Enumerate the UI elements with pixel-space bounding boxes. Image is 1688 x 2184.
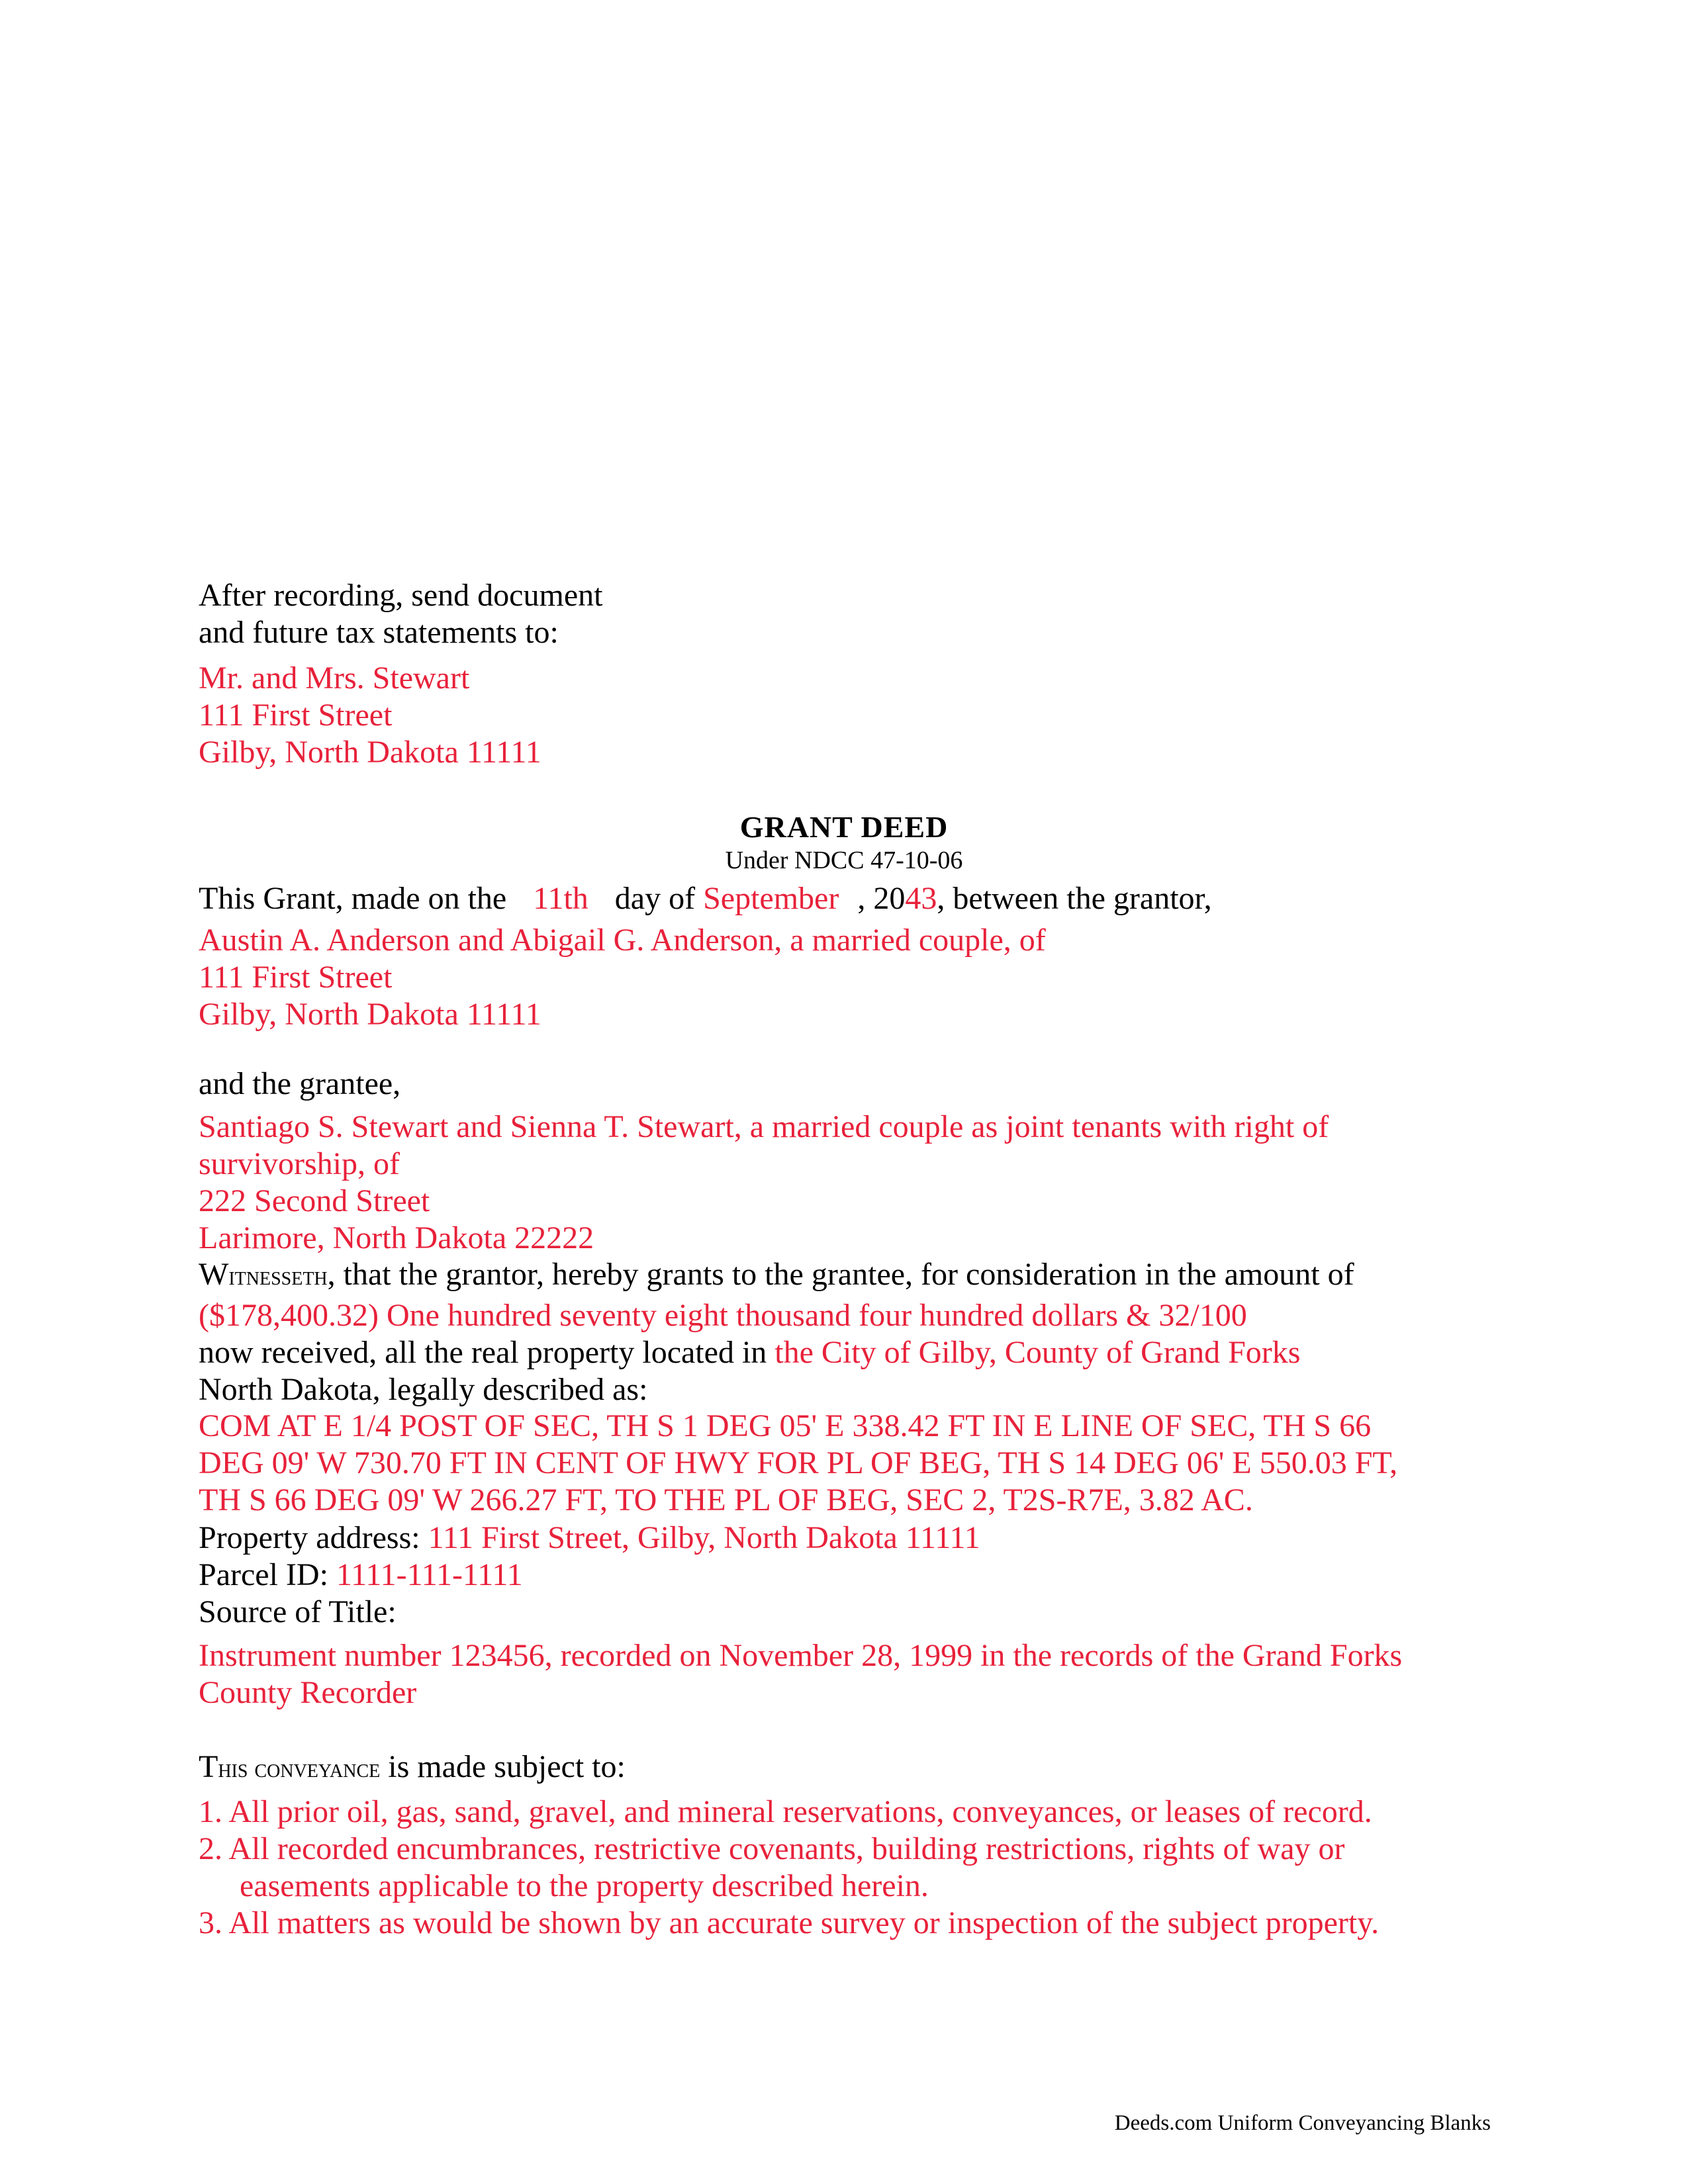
conveyance-word: his conveyance bbox=[218, 1753, 381, 1783]
grantee-block bbox=[199, 1109, 1496, 1257]
conveyance-item-continuation: easements applicable to the property described herein. bbox=[240, 1868, 929, 1903]
source-of-title bbox=[199, 1637, 1496, 1711]
grant-day: 11th bbox=[533, 881, 588, 916]
grant-year-suffix: 43 bbox=[905, 881, 937, 916]
conveyance-item: 2. All recorded encumbrances, restrictive covenants, building restrictions, rights of way or bbox=[199, 1831, 1345, 1866]
conveyance-text: is made subject to: bbox=[380, 1749, 626, 1784]
footer-text: Deeds.com Uniform Conveyancing Blanks bbox=[1114, 2111, 1491, 2135]
conveyance-heading-block bbox=[199, 1749, 1496, 1787]
return-street: 111 First Street bbox=[199, 698, 393, 733]
return-name: Mr. and Mrs. Stewart bbox=[199, 660, 470, 696]
grantor-street: 111 First Street bbox=[199, 960, 393, 995]
grant-between: , between the grantor, bbox=[937, 881, 1212, 916]
property-address-label: Property address: bbox=[199, 1520, 420, 1555]
parcel-id-label: Parcel ID: bbox=[199, 1557, 328, 1592]
grantee-label-block bbox=[199, 1066, 1496, 1103]
location-text: now received, all the real property located in bbox=[199, 1335, 767, 1370]
property-address-value: 111 First Street, Gilby, North Dakota 11111 bbox=[428, 1520, 980, 1555]
grantor-block bbox=[199, 922, 1496, 1033]
conveyance-item: 3. All matters as would be shown by an accurate survey or inspection of the subject property. bbox=[199, 1905, 1380, 1940]
legal-description-line: COM AT E 1/4 POST OF SEC, TH S 1 DEG 05' E 338.42 FT IN E LINE OF SEC, TH S 66 bbox=[199, 1408, 1372, 1443]
parcel-id-value: 1111-111-1111 bbox=[336, 1557, 523, 1592]
grant-date-line bbox=[199, 880, 1496, 917]
document-title-block bbox=[0, 809, 1688, 875]
grantee-city: Larimore, North Dakota 22222 bbox=[199, 1220, 594, 1255]
legal-description-line: TH S 66 DEG 09' W 266.27 FT, TO THE PL OF BEG, SEC 2, T2S-R7E, 3.82 AC. bbox=[199, 1482, 1253, 1518]
grantor-city: Gilby, North Dakota 11111 bbox=[199, 997, 541, 1032]
location-value: the City of Gilby, County of Grand Forks bbox=[774, 1335, 1301, 1370]
grant-year-prefix: , 20 bbox=[857, 881, 906, 916]
grantee-street: 222 Second Street bbox=[199, 1183, 430, 1218]
grantee-names-line2: survivorship, of bbox=[199, 1146, 400, 1181]
witnesseth-word: itnesseth bbox=[228, 1261, 328, 1291]
conveyance-list bbox=[199, 1794, 1496, 1942]
property-address-line bbox=[199, 1520, 1496, 1557]
return-instruction-line2: and future tax statements to: bbox=[199, 615, 559, 650]
return-address-block bbox=[199, 577, 1496, 651]
state-line: North Dakota, legally described as: bbox=[199, 1372, 648, 1407]
grant-month: September bbox=[703, 881, 839, 916]
parcel-id-line bbox=[199, 1557, 1496, 1594]
grantor-names: Austin A. Anderson and Abigail G. Anderson, a married couple, of bbox=[199, 923, 1046, 958]
consideration-block bbox=[199, 1297, 1496, 1408]
legal-description bbox=[199, 1408, 1496, 1519]
grant-day-of: day of bbox=[614, 881, 696, 916]
witnesseth-block bbox=[199, 1256, 1496, 1295]
legal-description-line: DEG 09' W 730.70 FT IN CENT OF HWY FOR PL OF BEG, TH S 14 DEG 06' E 550.03 FT, bbox=[199, 1445, 1398, 1480]
location-line bbox=[199, 1334, 1496, 1371]
grantee-label: and the grantee, bbox=[199, 1066, 401, 1101]
grantee-names-line1: Santiago S. Stewart and Sienna T. Stewart, a married couple as joint tenants with right of bbox=[199, 1109, 1329, 1144]
return-city: Gilby, North Dakota 11111 bbox=[199, 735, 541, 770]
conveyance-item: 1. All prior oil, gas, sand, gravel, and mineral reservations, conveyances, or leases of record. bbox=[199, 1794, 1372, 1829]
conveyance-first-letter: T bbox=[199, 1749, 218, 1784]
witnesseth-first-letter: W bbox=[199, 1257, 229, 1292]
return-recipient bbox=[199, 660, 1496, 771]
witnesseth-line bbox=[199, 1256, 1496, 1295]
source-of-title-label: Source of Title: bbox=[199, 1594, 397, 1629]
document-subtitle: Under NDCC 47-10-06 bbox=[725, 846, 963, 874]
witnesseth-text: , that the grantor, hereby grants to the grantee, for consideration in the amount of bbox=[327, 1257, 1354, 1292]
document-title: GRANT DEED bbox=[739, 810, 949, 844]
consideration-amount: ($178,400.32) One hundred seventy eight thousand four hundred dollars & 32/100 bbox=[199, 1298, 1247, 1333]
grant-intro: This Grant, made on the bbox=[199, 881, 507, 916]
conveyance-heading bbox=[199, 1749, 1496, 1787]
source-of-title-line2: County Recorder bbox=[199, 1675, 417, 1710]
source-of-title-line1: Instrument number 123456, recorded on November 28, 1999 in the records of the Grand Forks bbox=[199, 1638, 1403, 1673]
return-instruction-line1: After recording, send document bbox=[199, 578, 603, 613]
property-info bbox=[199, 1520, 1496, 1631]
